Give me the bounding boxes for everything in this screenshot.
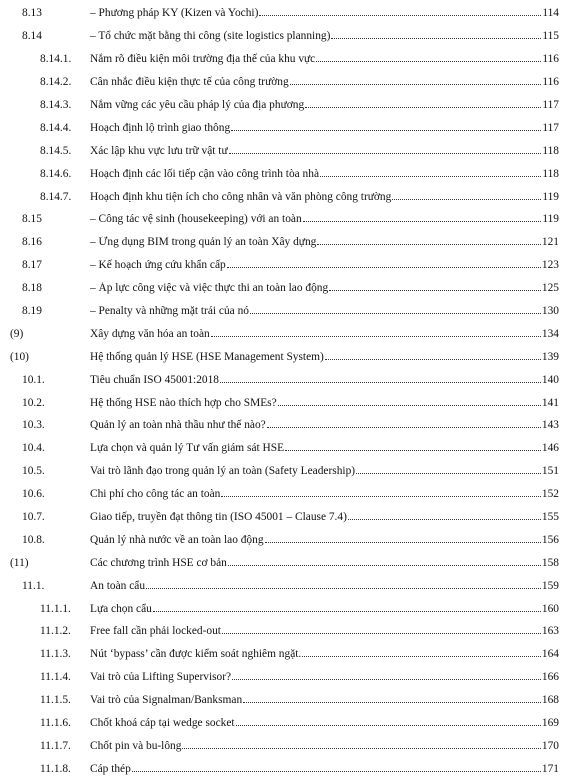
toc-entry-title[interactable]: Hoạch định các lối tiếp cận vào công trình tòa nhà [90, 167, 319, 180]
toc-entry-number: 8.14.4. [40, 121, 72, 134]
toc-entry-line [90, 534, 559, 546]
toc-entry[interactable] [0, 391, 573, 414]
toc-entry-page-number: 114 [542, 7, 559, 20]
toc-entry-title[interactable]: Hệ thống quản lý HSE (HSE Management System) [90, 350, 324, 363]
toc-entry[interactable] [0, 345, 573, 368]
toc-entry-line [90, 53, 559, 65]
toc-entry-page-number: 151 [541, 465, 559, 478]
toc-entry-number: (9) [10, 327, 24, 340]
toc-entry-number: 8.13 [22, 7, 42, 20]
toc-entry-title[interactable]: Nút ‘bypass’ cần được kiểm soát nghiêm ngặt. [90, 648, 302, 661]
toc-entry[interactable] [0, 712, 573, 735]
toc-entry-line [90, 603, 559, 615]
toc-entry[interactable] [0, 620, 573, 643]
toc-entry-number: 10.2. [22, 396, 45, 409]
toc-entry-page-number: 118 [542, 167, 559, 180]
toc-entry-line [90, 763, 559, 775]
toc-entry-title[interactable]: – Áp lực công việc và việc thực thi an toàn lao động [90, 282, 329, 295]
toc-entry-line [90, 351, 559, 363]
toc-entry-page-number: 146 [541, 442, 559, 455]
toc-entry-page-number: 155 [541, 511, 559, 524]
toc-entry-number: 11.1.7. [40, 739, 71, 752]
dot-leader [146, 588, 541, 589]
toc-entry-title[interactable]: Hoạch định lộ trình giao thông [90, 121, 231, 134]
toc-entry-title[interactable]: Vai trò lãnh đạo trong quản lý an toàn (Safety Leadership) [90, 465, 356, 478]
toc-entry-line [90, 580, 559, 592]
dot-leader [290, 84, 542, 85]
toc-entry-title[interactable]: Hệ thống HSE nào thích hợp cho SMEs? [90, 396, 277, 409]
toc-entry[interactable] [0, 597, 573, 620]
dot-leader [236, 725, 541, 726]
dot-leader [320, 176, 541, 177]
dot-leader [220, 382, 541, 383]
dot-leader [316, 61, 541, 62]
toc-entry-page-number: 134 [541, 327, 559, 340]
toc-entry-number: 8.14.3. [40, 99, 72, 111]
toc-entry-line [90, 99, 559, 111]
toc-entry[interactable] [0, 506, 573, 529]
toc-entry[interactable] [0, 414, 573, 437]
toc-entry-page-number: 115 [542, 30, 559, 43]
toc-entry-page-number: 119 [542, 190, 559, 203]
toc-entry-title[interactable]: Quản lý nhà nước về an toàn lao động [90, 533, 264, 546]
toc-entry-line [90, 442, 559, 454]
toc-entry-number: 10.5. [22, 465, 45, 478]
toc-entry-title[interactable]: Các chương trình HSE cơ bản [90, 556, 227, 569]
toc-entry-line [90, 168, 559, 180]
toc-entry-page-number: 169 [541, 717, 559, 730]
toc-entry-line [90, 557, 559, 569]
toc-entry-title[interactable]: Cáp thép [90, 762, 131, 775]
toc-entry-page-number: 143 [541, 419, 559, 432]
dot-leader [221, 496, 541, 497]
toc-entry-page-number: 123 [541, 259, 559, 272]
toc-entry-number: 8.14.1. [40, 53, 72, 66]
toc-entry-title[interactable]: Vai trò của Signalman/Banksman [90, 694, 243, 707]
toc-entry-title[interactable]: – Công tác vệ sinh (housekeeping) với an toàn [90, 213, 302, 226]
toc-entry[interactable] [0, 48, 573, 71]
dot-leader [331, 38, 541, 39]
toc-entry-page-number: 118 [542, 144, 559, 157]
toc-entry[interactable] [0, 300, 573, 323]
toc-entry-number: 10.6. [22, 488, 45, 501]
toc-entry[interactable] [0, 25, 573, 48]
toc-entry-page-number: 160 [541, 602, 559, 615]
toc-entry-page-number: 168 [541, 694, 559, 707]
toc-entry-line [90, 740, 559, 752]
toc-entry-number: 8.18 [22, 282, 42, 295]
dot-leader [392, 199, 541, 200]
toc-entry[interactable] [0, 689, 573, 712]
dot-leader [211, 336, 541, 337]
toc-entry-title[interactable]: Nắm vững các yêu cầu pháp lý của địa phương [90, 99, 305, 111]
toc-entry-line [90, 511, 559, 523]
dot-leader [317, 244, 541, 245]
toc-entry-line [90, 7, 559, 19]
toc-entry[interactable] [0, 735, 573, 758]
toc-entry-page-number: 121 [541, 236, 559, 249]
toc-entry-number: 11.1.4. [40, 671, 71, 684]
toc-entry-number: 8.15 [22, 213, 42, 226]
toc-entry-title[interactable]: Vai trò của Lifting Supervisor? [90, 671, 232, 684]
toc-entry-line [90, 488, 559, 500]
toc-entry-page-number: 119 [542, 213, 559, 226]
toc-entry[interactable] [0, 162, 573, 185]
toc-entry[interactable] [0, 71, 573, 94]
dot-leader [303, 221, 542, 222]
dot-leader [325, 359, 541, 360]
toc-entry-number: 10.1. [22, 373, 45, 386]
dot-leader [278, 405, 541, 406]
toc-entry-line [90, 694, 559, 706]
toc-entry-line [90, 76, 559, 88]
toc-entry-line [90, 305, 559, 317]
dot-leader [243, 702, 541, 703]
toc-entry-title[interactable]: Giao tiếp, truyền đạt thông tin (ISO 45001 – Clause 7.4) [90, 511, 347, 524]
toc-entry-title[interactable]: – Phương pháp KY (Kizen và Yochi) [90, 7, 259, 20]
toc-entry-number: 11.1.2. [40, 625, 71, 638]
toc-entry[interactable] [0, 254, 573, 277]
toc-entry-page-number: 116 [542, 53, 559, 66]
toc-entry-number: 11.1.1. [40, 602, 71, 615]
toc-entry-title[interactable]: Free fall cần phải locked-out [90, 625, 221, 638]
toc-entry-page-number: 117 [542, 99, 559, 111]
toc-entry-title[interactable]: Chi phí cho công tác an toàn [90, 488, 221, 501]
toc-entry-line [90, 671, 559, 683]
toc-entry[interactable] [0, 116, 573, 139]
toc-entry-number: 11.1.8. [40, 762, 71, 775]
toc-entry-title[interactable]: Tiêu chuẩn ISO 45001:2018 [90, 373, 219, 386]
dot-leader [250, 313, 541, 314]
dot-leader [182, 748, 540, 749]
toc-entry-title[interactable]: Cân nhắc điều kiện thực tế của công trường [90, 76, 289, 89]
toc-entry-page-number: 140 [541, 373, 559, 386]
toc-entry[interactable] [0, 368, 573, 391]
toc-entry-page-number: 158 [541, 556, 559, 569]
toc-entry[interactable] [0, 483, 573, 506]
toc-entry[interactable] [0, 2, 573, 25]
toc-entry-number: 11.1.6. [40, 717, 71, 730]
toc-entry-title[interactable]: Nắm rõ điều kiện môi trường địa thế của khu vực [90, 53, 316, 66]
toc-entry[interactable] [0, 437, 573, 460]
toc-entry-number: 8.14.2. [40, 76, 72, 89]
dot-leader [227, 267, 541, 268]
toc-entry-line [90, 145, 559, 157]
toc-entry-line [90, 122, 559, 134]
toc-entry-page-number: 156 [541, 533, 559, 546]
toc-entry-line [90, 717, 559, 729]
toc-entry-number: 10.8. [22, 533, 45, 546]
dot-leader [302, 656, 541, 657]
toc-entry-page-number: 171 [541, 762, 559, 775]
toc-entry[interactable] [0, 322, 573, 345]
dot-leader [231, 130, 541, 131]
dot-leader [229, 153, 542, 154]
toc-entry[interactable] [0, 528, 573, 551]
toc-entry-number: 8.17 [22, 259, 42, 272]
toc-entry[interactable] [0, 666, 573, 689]
dot-leader [232, 679, 541, 680]
toc-entry-line [90, 374, 559, 386]
toc-entry-number: 11.1.5. [40, 694, 71, 707]
toc-entry-number: 11.1. [22, 579, 45, 592]
toc-entry-page-number: 125 [541, 282, 559, 295]
toc-entry[interactable] [0, 94, 573, 117]
toc-entry-line [90, 259, 559, 271]
toc-entry-line [90, 419, 559, 431]
toc-entry-page-number: 159 [541, 579, 559, 592]
toc-entry-number: 10.7. [22, 511, 45, 524]
toc-entry-number: 8.14.7. [40, 190, 72, 203]
toc-entry-title[interactable]: Xác lập khu vực lưu trữ vật tư [90, 144, 228, 157]
toc-entry-title[interactable]: – Tổ chức mặt bằng thi công (site logistics planning) [90, 30, 331, 43]
dot-leader [267, 427, 541, 428]
dot-leader [285, 450, 541, 451]
toc-entry-page-number: 116 [542, 76, 559, 89]
toc-entry-title[interactable]: – Penalty và những mặt trái của nó [90, 305, 249, 318]
toc-entry-number: 8.14 [22, 30, 42, 43]
toc-entry[interactable] [0, 208, 573, 231]
dot-leader [228, 565, 541, 566]
toc-entry-title[interactable]: Xây dựng văn hóa an toàn [90, 327, 210, 340]
toc-entry[interactable] [0, 277, 573, 300]
dot-leader [305, 107, 541, 108]
toc-entry-page-number: 117 [542, 121, 559, 134]
toc-entry[interactable] [0, 460, 573, 483]
toc-entry-title[interactable]: An toàn cẩu [90, 579, 146, 592]
dot-leader [259, 15, 541, 16]
toc-entry-number: 8.14.5. [40, 144, 72, 157]
toc-entry-title[interactable]: – Kế hoạch ứng cứu khẩn cấp [90, 259, 226, 272]
dot-leader [132, 771, 541, 772]
toc-entry-number: 10.3. [22, 419, 45, 432]
toc-entry-number: 8.14.6. [40, 167, 72, 180]
toc-entry-line [90, 328, 559, 340]
toc-entry-page-number: 152 [541, 488, 559, 501]
toc-entry-title[interactable]: Hoạch định khu tiện ích cho công nhân và văn phòng công trường [90, 190, 392, 203]
toc-entry-line [90, 625, 559, 637]
dot-leader [348, 519, 541, 520]
toc-entry[interactable] [0, 185, 573, 208]
toc-entry-number: 11.1.3. [40, 648, 71, 661]
toc-entry[interactable] [0, 139, 573, 162]
toc-entry-line [90, 648, 559, 660]
toc-entry[interactable] [0, 574, 573, 597]
toc-entry-page-number: 163 [541, 625, 559, 638]
toc-entry-title[interactable]: – Ứng dụng BIM trong quản lý an toàn Xây dựng [90, 236, 317, 249]
dot-leader [222, 633, 541, 634]
toc-entry-line [90, 397, 559, 409]
dot-leader [265, 542, 541, 543]
toc-entry-page-number: 166 [541, 671, 559, 684]
toc-entry-title[interactable]: Chốt khoá cáp tại wedge socket [90, 717, 235, 730]
toc-entry-page-number: 130 [541, 305, 559, 318]
toc-entry[interactable] [0, 231, 573, 254]
dot-leader [153, 611, 541, 612]
toc-entry-page-number: 164 [541, 648, 559, 661]
toc-entry-line [90, 465, 559, 477]
toc-entry-title[interactable]: Lựa chọn và quản lý Tư vấn giám sát HSE [90, 442, 285, 455]
toc-entry-title[interactable]: Lựa chọn cẩu [90, 602, 152, 615]
toc-entry-number: 8.19 [22, 305, 42, 318]
toc-entry-page-number: 170 [541, 739, 559, 752]
toc-entry-line [90, 213, 559, 225]
toc-entry-number: 8.16 [22, 236, 42, 249]
toc-entry-line [90, 191, 559, 203]
toc-entry[interactable] [0, 757, 573, 780]
dot-leader [329, 290, 541, 291]
toc-entry-title[interactable]: Chốt pin và bu-lông [90, 739, 182, 752]
toc-entry-line [90, 282, 559, 294]
toc-entry-page-number: 141 [541, 396, 559, 409]
toc-entry-number: (10) [10, 350, 29, 363]
toc-entry-title[interactable]: Quản lý an toàn nhà thầu như thế nào? [90, 419, 266, 432]
toc-entry-number: (11) [10, 556, 29, 569]
toc-entry-line [90, 30, 559, 42]
toc-entry[interactable] [0, 643, 573, 666]
toc-entry-number: 10.4. [22, 442, 45, 455]
toc-entry-page-number: 139 [541, 350, 559, 363]
toc-entry[interactable] [0, 551, 573, 574]
dot-leader [356, 473, 541, 474]
toc-entry-line [90, 236, 559, 248]
